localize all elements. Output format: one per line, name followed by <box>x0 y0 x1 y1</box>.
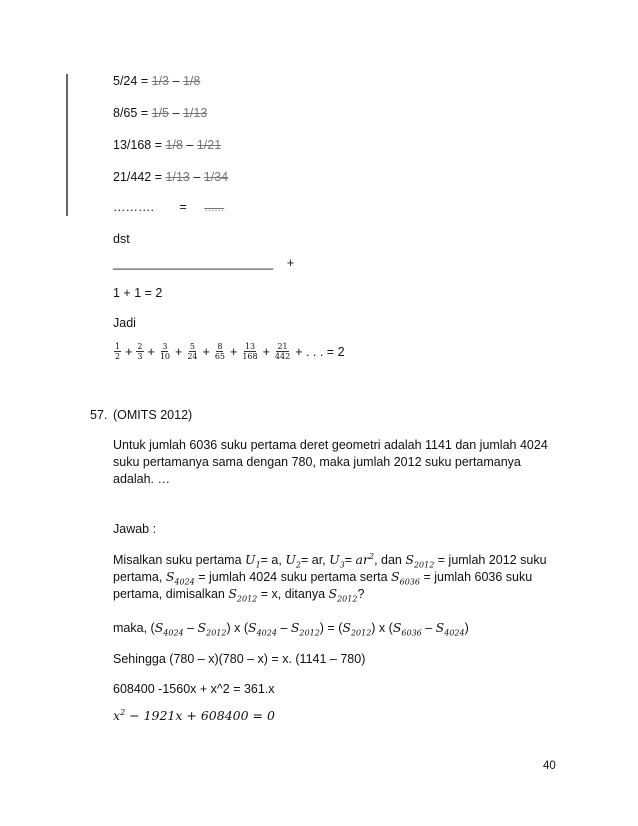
problem-statement-line-3: adalah. … <box>113 472 170 486</box>
jadi-label: Jadi <box>113 316 136 330</box>
answer-line-2: pertama, $S_{4024}$ = jumlah 4024 suku pertama serta $S_{6036}$ = jumlah 6036 suku <box>113 569 533 587</box>
answer-line-7: $x^2 - 1921x + 608400 = 0$ <box>113 708 275 724</box>
problem-statement-line-2: suku pertamanya sama dengan 780, maka jumlah 2012 suku pertamanya <box>113 455 521 469</box>
telescoping-line-1: 5/24 = 1/3 – 1/8 <box>113 74 201 88</box>
telescoping-line-3: 13/168 = 1/8 – 1/21 <box>113 138 222 152</box>
telescoping-line-2: 8/65 = 1/5 – 1/13 <box>113 106 208 120</box>
one-plus-one: 1 + 1 = 2 <box>113 286 163 300</box>
answer-line-4: maka, $(S_{4024} - S_{2012})$ x $(S_{4024} - S_{2012}) = (S_{2012})$ x $(S_{6036} - S_{4024})$ <box>113 620 469 638</box>
fraction: $\frac{3}{10}$ <box>159 342 170 361</box>
fraction: $\frac{5}{24}$ <box>187 342 198 361</box>
margin-change-bar <box>66 74 68 216</box>
fraction: $\frac{21}{442}$ <box>274 342 291 361</box>
fraction: $\frac{2}{3}$ <box>137 342 143 361</box>
dst-label: dst <box>113 232 130 246</box>
problem-source: (OMITS 2012) <box>113 408 193 422</box>
fraction: $\frac{8}{65}$ <box>214 342 225 361</box>
answer-line-3: pertama, dimisalkan $S_{2012} = x$, ditanya $S_{2012}$? <box>113 586 365 604</box>
fraction: $\frac{13}{168}$ <box>242 342 258 361</box>
page-number: 40 <box>543 760 556 772</box>
sum-rule: _______________________ + <box>113 256 295 270</box>
jawab-label: Jawab : <box>113 522 157 536</box>
telescoping-line-4: 21/442 = 1/13 – 1/34 <box>113 170 229 184</box>
answer-line-5: Sehingga (780 – x)(780 – x) = x. (1141 – 780) <box>113 652 366 666</box>
answer-line-1: Misalkan suku pertama $U_1= a$, $U_2=$ ar, $U_3= ar^2$, dan $S_{2012}$ = jumlah 2012 suku <box>113 552 547 570</box>
problem-number: 57. <box>90 408 108 422</box>
answer-line-6: 608400 -1560x + x^2 = 361.x <box>113 682 275 696</box>
fraction: $\frac{1}{2}$ <box>115 342 121 361</box>
problem-statement-line-1: Untuk jumlah 6036 suku pertama deret geometri adalah 1141 dan jumlah 4024 <box>113 438 548 452</box>
ellipsis-line: ………. = …… <box>113 200 225 214</box>
series-equation: $\frac{1}{2}$ + $\frac{2}{3}$ + $\frac{3}{10}$ + $\frac{5}{24}$ + $\frac{8}{65}$ + $\frac{13}{168}$ + $\frac{21}{442}$ + . . . = 2 <box>115 342 345 361</box>
